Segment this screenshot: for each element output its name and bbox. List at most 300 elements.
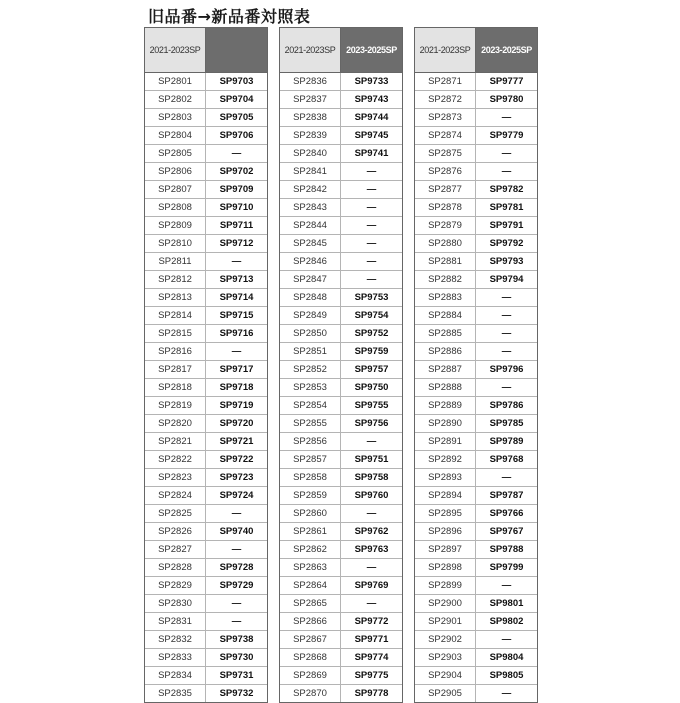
new-code-cell: SP9740 xyxy=(219,525,254,537)
new-code-cell: SP9780 xyxy=(489,93,524,105)
old-code-cell: SP2850 xyxy=(280,325,341,342)
table-row xyxy=(280,450,402,468)
old-code-cell: SP2815 xyxy=(145,325,206,342)
new-code-cell: SP9724 xyxy=(219,489,254,501)
new-code-cell: SP9799 xyxy=(489,561,524,573)
table-row xyxy=(145,180,267,198)
table-row xyxy=(415,288,537,306)
old-code-cell: SP2858 xyxy=(280,469,341,486)
new-code-cell: SP9759 xyxy=(354,345,389,357)
new-code-cell: — xyxy=(366,237,377,249)
table-row xyxy=(415,198,537,216)
new-code-cell: — xyxy=(366,183,377,195)
table-row xyxy=(415,73,537,90)
old-code-cell: SP2897 xyxy=(415,541,476,558)
new-code-cell: SP9786 xyxy=(489,399,524,411)
table-row xyxy=(415,270,537,288)
old-code-cell: SP2877 xyxy=(415,181,476,198)
table-row xyxy=(415,216,537,234)
table-row xyxy=(280,396,402,414)
table-row xyxy=(145,288,267,306)
table-header xyxy=(145,28,267,73)
new-code-cell: SP9789 xyxy=(489,435,524,447)
old-code-cell: SP2814 xyxy=(145,307,206,324)
table-row xyxy=(145,486,267,504)
old-code-cell: SP2888 xyxy=(415,379,476,396)
table-row xyxy=(280,270,402,288)
old-code-cell: SP2851 xyxy=(280,343,341,360)
table-row xyxy=(280,180,402,198)
old-code-cell: SP2891 xyxy=(415,433,476,450)
table-row xyxy=(280,540,402,558)
table-row xyxy=(280,342,402,360)
table-row xyxy=(415,540,537,558)
new-code-cell: SP9771 xyxy=(354,633,389,645)
old-code-cell: SP2857 xyxy=(280,451,341,468)
new-code-header: 2023-2025SP xyxy=(476,28,537,72)
old-code-cell: SP2830 xyxy=(145,595,206,612)
new-code-cell: SP9792 xyxy=(489,237,524,249)
table-row xyxy=(415,432,537,450)
old-code-cell: SP2804 xyxy=(145,127,206,144)
table-row xyxy=(415,450,537,468)
old-code-cell: SP2876 xyxy=(415,163,476,180)
old-code-cell: SP2844 xyxy=(280,217,341,234)
new-code-cell: SP9702 xyxy=(219,165,254,177)
table-row xyxy=(145,198,267,216)
table-row xyxy=(145,450,267,468)
new-code-cell: SP9745 xyxy=(354,129,389,141)
table-row xyxy=(145,252,267,270)
new-code-cell: SP9769 xyxy=(354,579,389,591)
mapping-table-2 xyxy=(279,27,403,703)
table-row xyxy=(280,594,402,612)
new-code-cell: SP9779 xyxy=(489,129,524,141)
new-code-cell: SP9755 xyxy=(354,399,389,411)
new-code-cell: — xyxy=(501,381,512,393)
new-code-cell: SP9717 xyxy=(219,363,254,375)
new-code-cell: SP9785 xyxy=(489,417,524,429)
old-code-cell: SP2823 xyxy=(145,469,206,486)
old-code-cell: SP2840 xyxy=(280,145,341,162)
old-code-cell: SP2893 xyxy=(415,469,476,486)
table-row xyxy=(145,360,267,378)
table-row xyxy=(280,630,402,648)
page-title: 旧品番→新品番対照表 xyxy=(148,7,311,26)
old-code-cell: SP2880 xyxy=(415,235,476,252)
old-code-cell: SP2834 xyxy=(145,667,206,684)
new-code-cell: SP9729 xyxy=(219,579,254,591)
old-code-cell: SP2828 xyxy=(145,559,206,576)
old-code-cell: SP2870 xyxy=(280,685,341,702)
old-code-cell: SP2873 xyxy=(415,109,476,126)
new-code-cell: SP9775 xyxy=(354,669,389,681)
table-row xyxy=(415,162,537,180)
new-code-cell: SP9772 xyxy=(354,615,389,627)
table-row xyxy=(145,342,267,360)
old-code-cell: SP2842 xyxy=(280,181,341,198)
new-code-cell: SP9793 xyxy=(489,255,524,267)
old-code-cell: SP2885 xyxy=(415,325,476,342)
old-code-cell: SP2855 xyxy=(280,415,341,432)
table-row xyxy=(280,73,402,90)
table-row xyxy=(280,306,402,324)
table-row xyxy=(415,594,537,612)
old-code-cell: SP2810 xyxy=(145,235,206,252)
table-row xyxy=(145,576,267,594)
new-code-cell: SP9781 xyxy=(489,201,524,213)
old-code-cell: SP2848 xyxy=(280,289,341,306)
table-row xyxy=(415,648,537,666)
new-code-cell: SP9731 xyxy=(219,669,254,681)
table-row xyxy=(280,684,402,702)
table-row xyxy=(280,90,402,108)
table-row xyxy=(415,684,537,702)
old-code-cell: SP2838 xyxy=(280,109,341,126)
new-code-cell: SP9706 xyxy=(219,129,254,141)
old-code-cell: SP2818 xyxy=(145,379,206,396)
table-row xyxy=(145,108,267,126)
new-code-cell: SP9713 xyxy=(219,273,254,285)
new-code-cell: SP9715 xyxy=(219,309,254,321)
table-row xyxy=(145,216,267,234)
old-code-cell: SP2816 xyxy=(145,343,206,360)
old-code-cell: SP2802 xyxy=(145,91,206,108)
old-code-cell: SP2883 xyxy=(415,289,476,306)
old-code-cell: SP2900 xyxy=(415,595,476,612)
new-code-cell: SP9733 xyxy=(354,75,389,87)
table-row xyxy=(280,414,402,432)
table-row xyxy=(145,126,267,144)
new-code-cell: — xyxy=(231,543,242,555)
old-code-cell: SP2862 xyxy=(280,541,341,558)
new-code-cell: SP9802 xyxy=(489,615,524,627)
old-code-cell: SP2901 xyxy=(415,613,476,630)
old-code-cell: SP2884 xyxy=(415,307,476,324)
old-code-cell: SP2846 xyxy=(280,253,341,270)
new-code-cell: — xyxy=(231,147,242,159)
old-code-cell: SP2886 xyxy=(415,343,476,360)
old-code-header: 2021-2023SP xyxy=(145,28,206,72)
old-code-header: 2021-2023SP xyxy=(280,28,341,72)
new-code-cell: SP9721 xyxy=(219,435,254,447)
old-code-cell: SP2813 xyxy=(145,289,206,306)
table-row xyxy=(415,504,537,522)
new-code-cell: SP9710 xyxy=(219,201,254,213)
old-code-cell: SP2853 xyxy=(280,379,341,396)
new-code-cell: — xyxy=(231,597,242,609)
table-body xyxy=(280,73,402,702)
table-row xyxy=(415,108,537,126)
new-code-cell: SP9732 xyxy=(219,687,254,699)
table-row xyxy=(280,108,402,126)
old-code-cell: SP2860 xyxy=(280,505,341,522)
old-code-cell: SP2899 xyxy=(415,577,476,594)
table-row xyxy=(280,504,402,522)
new-code-cell: SP9754 xyxy=(354,309,389,321)
new-code-cell: — xyxy=(501,111,512,123)
old-code-cell: SP2904 xyxy=(415,667,476,684)
new-code-cell: SP9718 xyxy=(219,381,254,393)
new-code-cell: SP9719 xyxy=(219,399,254,411)
new-code-cell: SP9743 xyxy=(354,93,389,105)
mapping-table-3 xyxy=(414,27,538,703)
old-code-cell: SP2824 xyxy=(145,487,206,504)
old-code-cell: SP2878 xyxy=(415,199,476,216)
new-code-cell: SP9753 xyxy=(354,291,389,303)
table-row xyxy=(145,73,267,90)
table-row xyxy=(415,90,537,108)
old-code-cell: SP2895 xyxy=(415,505,476,522)
table-row xyxy=(145,684,267,702)
new-code-cell: SP9752 xyxy=(354,327,389,339)
table-row xyxy=(280,252,402,270)
table-row xyxy=(145,324,267,342)
new-code-cell: — xyxy=(501,309,512,321)
old-code-cell: SP2801 xyxy=(145,73,206,90)
new-code-cell: SP9720 xyxy=(219,417,254,429)
table-row xyxy=(415,252,537,270)
new-code-cell: SP9782 xyxy=(489,183,524,195)
old-code-cell: SP2896 xyxy=(415,523,476,540)
new-code-cell: SP9804 xyxy=(489,651,524,663)
table-row xyxy=(280,378,402,396)
table-row xyxy=(145,306,267,324)
new-code-cell: SP9750 xyxy=(354,381,389,393)
mapping-table-1 xyxy=(144,27,268,703)
table-row xyxy=(415,414,537,432)
new-code-cell: SP9788 xyxy=(489,543,524,555)
new-code-cell: SP9762 xyxy=(354,525,389,537)
old-code-cell: SP2832 xyxy=(145,631,206,648)
new-code-cell: SP9712 xyxy=(219,237,254,249)
old-code-cell: SP2871 xyxy=(415,73,476,90)
new-code-cell: — xyxy=(366,165,377,177)
old-code-cell: SP2903 xyxy=(415,649,476,666)
old-code-header: 2021-2023SP xyxy=(415,28,476,72)
new-code-cell: SP9705 xyxy=(219,111,254,123)
table-row xyxy=(145,396,267,414)
old-code-cell: SP2829 xyxy=(145,577,206,594)
new-code-cell: — xyxy=(366,255,377,267)
new-code-cell: SP9805 xyxy=(489,669,524,681)
table-row xyxy=(415,396,537,414)
table-row xyxy=(415,306,537,324)
new-code-cell: SP9778 xyxy=(354,687,389,699)
table-body xyxy=(415,73,537,702)
table-row xyxy=(280,234,402,252)
new-code-cell: — xyxy=(366,507,377,519)
old-code-cell: SP2882 xyxy=(415,271,476,288)
old-code-cell: SP2854 xyxy=(280,397,341,414)
new-code-cell: SP9741 xyxy=(354,147,389,159)
old-code-cell: SP2898 xyxy=(415,559,476,576)
new-code-cell: — xyxy=(501,327,512,339)
table-row xyxy=(145,558,267,576)
new-code-cell: SP9774 xyxy=(354,651,389,663)
old-code-cell: SP2827 xyxy=(145,541,206,558)
old-code-cell: SP2833 xyxy=(145,649,206,666)
old-code-cell: SP2817 xyxy=(145,361,206,378)
new-code-cell: SP9801 xyxy=(489,597,524,609)
new-code-cell: SP9767 xyxy=(489,525,524,537)
table-row xyxy=(280,468,402,486)
old-code-cell: SP2835 xyxy=(145,685,206,702)
new-code-cell: SP9722 xyxy=(219,453,254,465)
table-row xyxy=(280,612,402,630)
new-code-cell: — xyxy=(501,345,512,357)
new-code-header: 2023-2025SP xyxy=(341,28,402,72)
new-code-cell: SP9760 xyxy=(354,489,389,501)
new-code-cell: SP9723 xyxy=(219,471,254,483)
old-code-cell: SP2809 xyxy=(145,217,206,234)
table-row xyxy=(415,468,537,486)
old-code-cell: SP2892 xyxy=(415,451,476,468)
table-row xyxy=(280,432,402,450)
table-row xyxy=(145,144,267,162)
table-row xyxy=(280,648,402,666)
table-row xyxy=(415,324,537,342)
table-row xyxy=(145,468,267,486)
old-code-cell: SP2847 xyxy=(280,271,341,288)
new-code-cell: SP9796 xyxy=(489,363,524,375)
new-code-cell: SP9703 xyxy=(219,75,254,87)
old-code-cell: SP2839 xyxy=(280,127,341,144)
new-code-cell: SP9777 xyxy=(489,75,524,87)
new-code-cell: SP9709 xyxy=(219,183,254,195)
table-row xyxy=(145,612,267,630)
old-code-cell: SP2856 xyxy=(280,433,341,450)
old-code-cell: SP2869 xyxy=(280,667,341,684)
new-code-cell: SP9787 xyxy=(489,489,524,501)
old-code-cell: SP2866 xyxy=(280,613,341,630)
table-row xyxy=(280,558,402,576)
new-code-cell: — xyxy=(501,165,512,177)
old-code-cell: SP2807 xyxy=(145,181,206,198)
old-code-cell: SP2881 xyxy=(415,253,476,270)
new-code-cell: — xyxy=(501,633,512,645)
old-code-cell: SP2861 xyxy=(280,523,341,540)
table-row xyxy=(280,288,402,306)
new-code-cell: SP9728 xyxy=(219,561,254,573)
old-code-cell: SP2889 xyxy=(415,397,476,414)
table-row xyxy=(280,126,402,144)
old-code-cell: SP2837 xyxy=(280,91,341,108)
new-code-cell: — xyxy=(501,471,512,483)
table-row xyxy=(145,540,267,558)
table-row xyxy=(145,648,267,666)
old-code-cell: SP2887 xyxy=(415,361,476,378)
table-row xyxy=(145,378,267,396)
table-row xyxy=(145,594,267,612)
old-code-cell: SP2867 xyxy=(280,631,341,648)
old-code-cell: SP2811 xyxy=(145,253,206,270)
old-code-cell: SP2805 xyxy=(145,145,206,162)
table-row xyxy=(280,144,402,162)
old-code-cell: SP2821 xyxy=(145,433,206,450)
old-code-cell: SP2905 xyxy=(415,685,476,702)
table-row xyxy=(415,486,537,504)
new-code-cell: — xyxy=(231,507,242,519)
old-code-cell: SP2852 xyxy=(280,361,341,378)
new-code-cell: SP9751 xyxy=(354,453,389,465)
old-code-cell: SP2863 xyxy=(280,559,341,576)
old-code-cell: SP2803 xyxy=(145,109,206,126)
old-code-cell: SP2841 xyxy=(280,163,341,180)
table-row xyxy=(145,90,267,108)
table-row xyxy=(145,162,267,180)
old-code-cell: SP2902 xyxy=(415,631,476,648)
new-code-cell: SP9766 xyxy=(489,507,524,519)
old-code-cell: SP2822 xyxy=(145,451,206,468)
table-row xyxy=(280,198,402,216)
new-code-cell: SP9756 xyxy=(354,417,389,429)
new-code-cell: SP9714 xyxy=(219,291,254,303)
old-code-cell: SP2808 xyxy=(145,199,206,216)
new-code-cell: — xyxy=(501,147,512,159)
old-code-cell: SP2879 xyxy=(415,217,476,234)
new-code-cell: SP9744 xyxy=(354,111,389,123)
new-code-cell: SP9794 xyxy=(489,273,524,285)
table-row xyxy=(415,378,537,396)
table-row xyxy=(415,522,537,540)
table-row xyxy=(145,432,267,450)
old-code-cell: SP2894 xyxy=(415,487,476,504)
table-header xyxy=(415,28,537,73)
table-row xyxy=(145,234,267,252)
new-code-cell: — xyxy=(366,273,377,285)
new-code-cell: — xyxy=(366,201,377,213)
table-body xyxy=(145,73,267,702)
new-code-cell: — xyxy=(501,579,512,591)
table-row xyxy=(280,360,402,378)
new-code-cell: SP9738 xyxy=(219,633,254,645)
old-code-cell: SP2825 xyxy=(145,505,206,522)
new-code-cell: — xyxy=(231,615,242,627)
new-code-cell: — xyxy=(501,291,512,303)
table-row xyxy=(415,360,537,378)
old-code-cell: SP2820 xyxy=(145,415,206,432)
old-code-cell: SP2859 xyxy=(280,487,341,504)
table-row xyxy=(145,666,267,684)
new-code-cell: — xyxy=(366,435,377,447)
old-code-cell: SP2836 xyxy=(280,73,341,90)
table-row xyxy=(415,612,537,630)
table-row xyxy=(415,126,537,144)
table-row xyxy=(415,180,537,198)
old-code-cell: SP2812 xyxy=(145,271,206,288)
new-code-cell: SP9711 xyxy=(219,219,254,231)
old-code-cell: SP2865 xyxy=(280,595,341,612)
new-code-cell: SP9791 xyxy=(489,219,524,231)
new-code-cell: SP9730 xyxy=(219,651,254,663)
new-code-cell: — xyxy=(501,687,512,699)
table-row xyxy=(145,414,267,432)
old-code-cell: SP2874 xyxy=(415,127,476,144)
old-code-cell: SP2843 xyxy=(280,199,341,216)
new-code-cell: SP9757 xyxy=(354,363,389,375)
old-code-cell: SP2875 xyxy=(415,145,476,162)
table-row xyxy=(415,144,537,162)
table-row xyxy=(145,270,267,288)
table-row xyxy=(280,324,402,342)
table-row xyxy=(415,630,537,648)
table-row xyxy=(415,558,537,576)
new-code-header xyxy=(206,28,267,72)
new-code-cell: — xyxy=(366,561,377,573)
table-row xyxy=(145,522,267,540)
new-code-cell: SP9768 xyxy=(489,453,524,465)
